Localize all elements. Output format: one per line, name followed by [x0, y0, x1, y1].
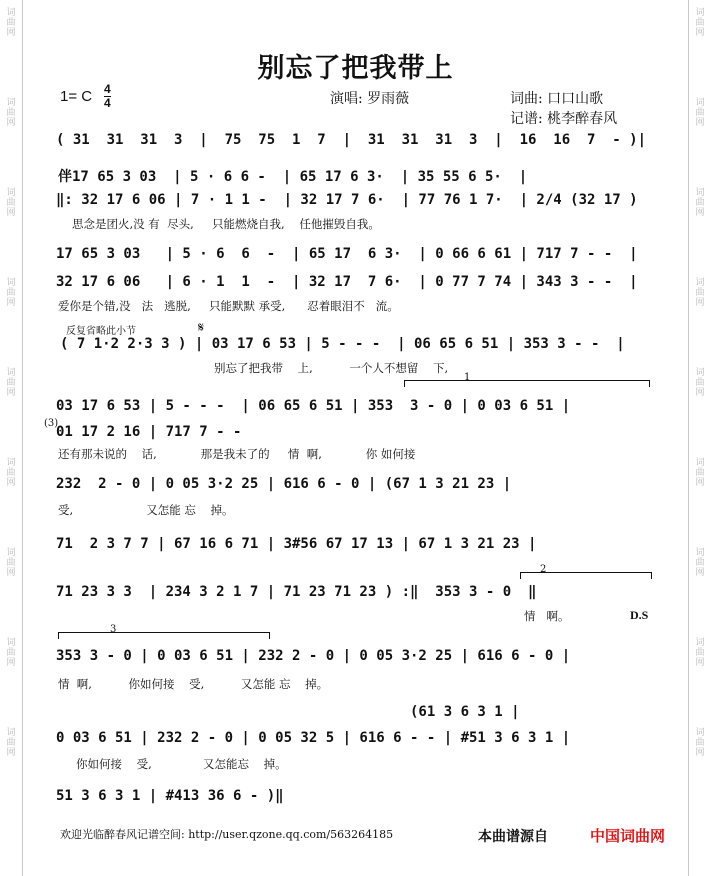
time-signature-bottom: 4: [104, 96, 111, 110]
site-logo-text: 中国词曲网: [590, 827, 666, 845]
lyric-line: 你如何接 受, 又怎能忘 掉。: [76, 757, 287, 771]
score-row: 01 17 2 16 | 717 7 - -: [56, 424, 242, 440]
score-row: 232 2 - 0 | 0 05 3·2 25 | 616 6 - 0 | (67 1 3 21 23 |: [56, 476, 512, 492]
left-border-line: [22, 0, 23, 876]
volta-number: 1: [464, 372, 471, 383]
watermark-text: 词 曲 网: [695, 278, 705, 308]
score-row: ‖: 32 17 6 06 | 7 · 1 1 - | 32 17 7 6· | 77 76 1 7· | 2/4 (32 17 ): [56, 192, 638, 208]
score-row: 71 23 3 3 | 234 3 2 1 7 | 71 23 71 23 ) :‖ 353 3 - 0 ‖: [56, 584, 537, 600]
score-row: (61 3 6 3 1 |: [410, 704, 520, 720]
repeat-mark: (3): [44, 418, 59, 429]
watermark-text: 词 曲 网: [695, 368, 705, 398]
score-row: ( 31 31 31 3 | 75 75 1 7 | 31 31 31 3 | 16 16 7 - )|: [56, 132, 647, 148]
score-row: 17 65 3 03 | 5 · 6 6 - | 65 17 6 3· | 0 66 6 61 | 717 7 - - |: [56, 246, 638, 262]
right-watermark-strip: [689, 0, 711, 876]
lyric-line: 情 啊, 你如何接 受, 又怎能 忘 掉。: [58, 677, 329, 691]
volta-number: 3: [110, 624, 117, 635]
right-border-line: [688, 0, 689, 876]
time-signature: [104, 84, 111, 109]
watermark-text: 词 曲 网: [695, 638, 705, 668]
skip-measure-note: 反复省略此小节: [66, 326, 136, 337]
score-row: 353 3 - 0 | 0 03 6 51 | 232 2 - 0 | 0 05 3·2 25 | 616 6 - 0 |: [56, 648, 571, 664]
lyric-line: 别忘了把我带 上, 一个人不想留 下,: [214, 361, 449, 375]
lyric-line: 情 啊。: [524, 609, 570, 623]
volta-number: 2: [540, 564, 547, 575]
score-row: ( 7 1·2 2·3 3 ) | 03 17 6 53 | 5 - - - | 06 65 6 51 | 353 3 - - |: [60, 336, 625, 352]
volta-bracket: [58, 632, 270, 639]
segno-sign: 𝄋: [198, 320, 205, 336]
watermark-text: 词 曲 网: [695, 98, 705, 128]
watermark-text: 词 曲 网: [6, 548, 16, 578]
watermark-text: 词 曲 网: [6, 98, 16, 128]
ds-mark: D.S: [630, 608, 649, 622]
watermark-text: 词 曲 网: [6, 458, 16, 488]
watermark-text: 词 曲 网: [6, 728, 16, 758]
watermark-text: 词 曲 网: [6, 638, 16, 668]
lyric-line: 思念是团火,没 有 尽头, 只能燃烧自我, 任他摧毁自我。: [72, 217, 380, 231]
arranger-credit: 记谱: 桃李醉春风: [510, 111, 618, 127]
score-row: 51 3 6 3 1 | #413 36 6 - )‖: [56, 788, 284, 804]
left-watermark-strip: [0, 0, 22, 876]
key-signature: 1= C: [60, 88, 93, 105]
score-row: 71 2 3 7 7 | 67 16 6 71 | 3#56 67 17 13 | 67 1 3 21 23 |: [56, 536, 537, 552]
score-row: 0 03 6 51 | 232 2 - 0 | 0 05 32 5 | 616 6 - - | #51 3 6 3 1 |: [56, 730, 571, 746]
watermark-text: 词 曲 网: [6, 368, 16, 398]
score-row: 伴17 65 3 03 | 5 · 6 6 - | 65 17 6 3· | 35 55 6 5· |: [58, 169, 528, 185]
watermark-text: 词 曲 网: [6, 8, 16, 38]
lyric-line: 爱你是个错,没 法 逃脱, 只能默默 承受, 忍着眼泪不 流。: [58, 299, 399, 313]
footer-text: 欢迎光临醉春风记谱空间: http://user.qzone.qq.com/563264185: [60, 828, 394, 841]
song-title: 别忘了把我带上: [257, 53, 454, 84]
watermark-text: 词 曲 网: [695, 458, 705, 488]
watermark-text: 词 曲 网: [695, 728, 705, 758]
watermark-text: 词 曲 网: [6, 278, 16, 308]
watermark-text: 词 曲 网: [6, 188, 16, 218]
source-credit: 本曲谱源自: [478, 829, 548, 845]
time-signature-top: 4: [104, 82, 111, 96]
singer-credit: 演唱: 罗雨薇: [330, 91, 410, 107]
score-row: 03 17 6 53 | 5 - - - | 06 65 6 51 | 353 3 - 0 | 0 03 6 51 |: [56, 398, 571, 414]
lyric-line: 受, 又怎能 忘 掉。: [58, 503, 234, 517]
composer-credit: 词曲: 口口山歌: [510, 91, 604, 107]
score-row: 32 17 6 06 | 6 · 1 1 - | 32 17 7 6· | 0 77 7 74 | 343 3 - - |: [56, 274, 638, 290]
lyric-line: 还有那未说的 话, 那是我未了的 情 啊, 你 如何接: [58, 447, 416, 461]
watermark-text: 词 曲 网: [695, 188, 705, 218]
watermark-text: 词 曲 网: [695, 8, 705, 38]
watermark-text: 词 曲 网: [695, 548, 705, 578]
volta-bracket: [404, 380, 650, 387]
